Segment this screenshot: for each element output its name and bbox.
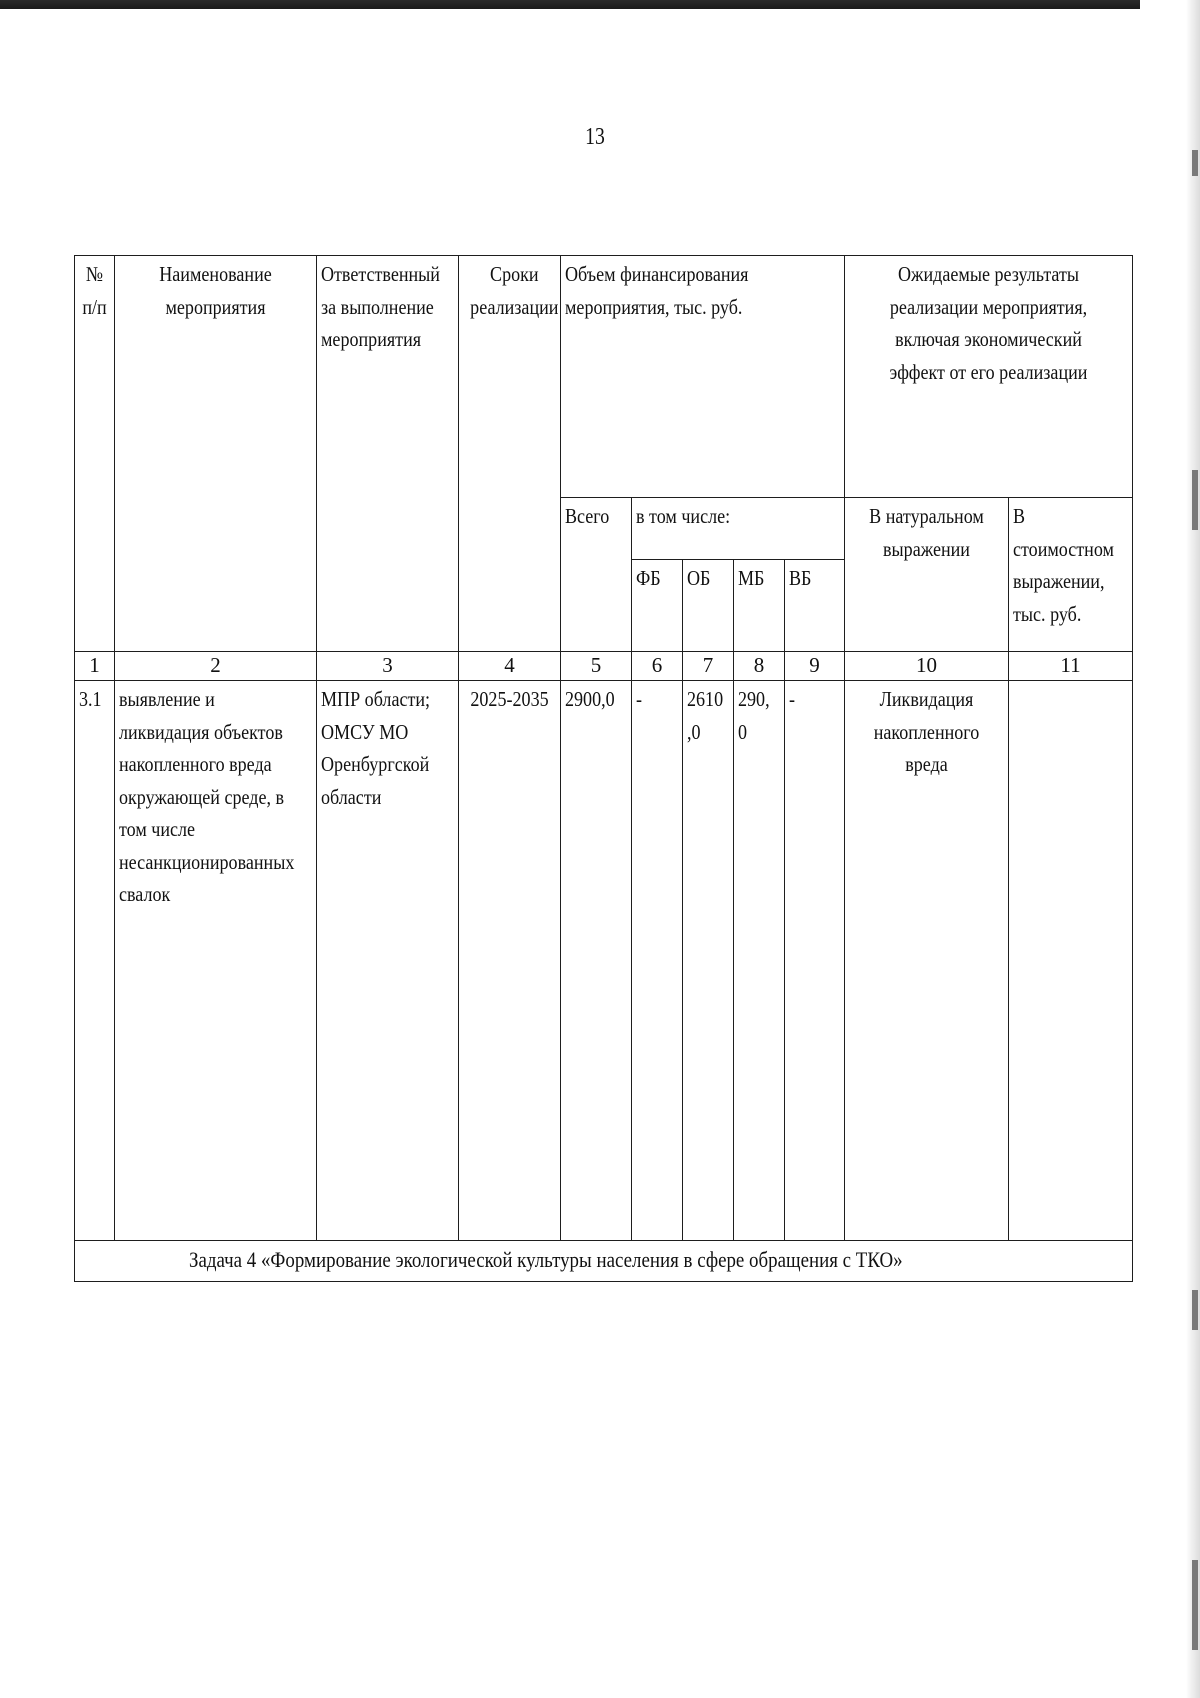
row-natural: Ликвидация накопленного вреда bbox=[845, 681, 1009, 1241]
header-including: в том числе: bbox=[632, 498, 845, 560]
column-number: 5 bbox=[561, 652, 632, 681]
column-number: 9 bbox=[785, 652, 845, 681]
row-name: выявление и ликвидация объектов накопленного вреда окружающей среде, в том числе несанкционированных свалок bbox=[115, 681, 317, 1241]
row-cost bbox=[1009, 681, 1133, 1241]
row-num: 3.1 bbox=[75, 681, 115, 1241]
header-fb: ФБ bbox=[632, 560, 683, 652]
column-number: 4 bbox=[459, 652, 561, 681]
header-mb: МБ bbox=[734, 560, 785, 652]
table-header-row bbox=[75, 256, 1133, 498]
column-number: 10 bbox=[845, 652, 1009, 681]
scan-edge-mark bbox=[1192, 1560, 1198, 1650]
page-number: 13 bbox=[585, 124, 605, 150]
column-number-row bbox=[75, 652, 1133, 681]
scan-top-edge bbox=[0, 0, 1140, 9]
column-number: 3 bbox=[317, 652, 459, 681]
header-responsible: Ответственный за выполнение мероприятия bbox=[317, 256, 459, 652]
table-row bbox=[75, 681, 1133, 1241]
task-row bbox=[75, 1241, 1133, 1282]
activities-table bbox=[74, 255, 1133, 1282]
row-total: 2900,0 bbox=[561, 681, 632, 1241]
header-name: Наименование мероприятия bbox=[115, 256, 317, 652]
row-responsible: МПР области; ОМСУ МО Оренбургской области bbox=[317, 681, 459, 1241]
row-vb: - bbox=[785, 681, 845, 1241]
column-number: 6 bbox=[632, 652, 683, 681]
scan-edge-mark bbox=[1192, 470, 1198, 530]
header-num: № п/п bbox=[75, 256, 115, 652]
column-number: 11 bbox=[1009, 652, 1133, 681]
scan-edge-mark bbox=[1192, 150, 1198, 176]
column-number: 8 bbox=[734, 652, 785, 681]
header-cost: В стоимостном выражении, тыс. руб. bbox=[1009, 498, 1133, 652]
header-vb: ВБ bbox=[785, 560, 845, 652]
scan-edge-mark bbox=[1192, 1290, 1198, 1330]
row-ob: 2610 ,0 bbox=[683, 681, 734, 1241]
column-number: 7 bbox=[683, 652, 734, 681]
header-terms: Сроки реализации bbox=[459, 256, 561, 652]
row-fb: - bbox=[632, 681, 683, 1241]
column-number: 2 bbox=[115, 652, 317, 681]
row-mb: 290, 0 bbox=[734, 681, 785, 1241]
row-terms: 2025-2035 bbox=[459, 681, 561, 1241]
task-heading: Задача 4 «Формирование экологической культуры населения в сфере обращения с ТКО» bbox=[75, 1241, 1133, 1282]
header-total: Всего bbox=[561, 498, 632, 652]
column-number: 1 bbox=[75, 652, 115, 681]
scan-right-edge bbox=[1186, 0, 1200, 1698]
header-funding: Объем финансирования мероприятия, тыс. руб. bbox=[561, 256, 845, 498]
header-ob: ОБ bbox=[683, 560, 734, 652]
header-natural: В натуральном выражении bbox=[845, 498, 1009, 652]
header-results: Ожидаемые результаты реализации мероприятия, включая экономический эффект от его реализации bbox=[845, 256, 1133, 498]
